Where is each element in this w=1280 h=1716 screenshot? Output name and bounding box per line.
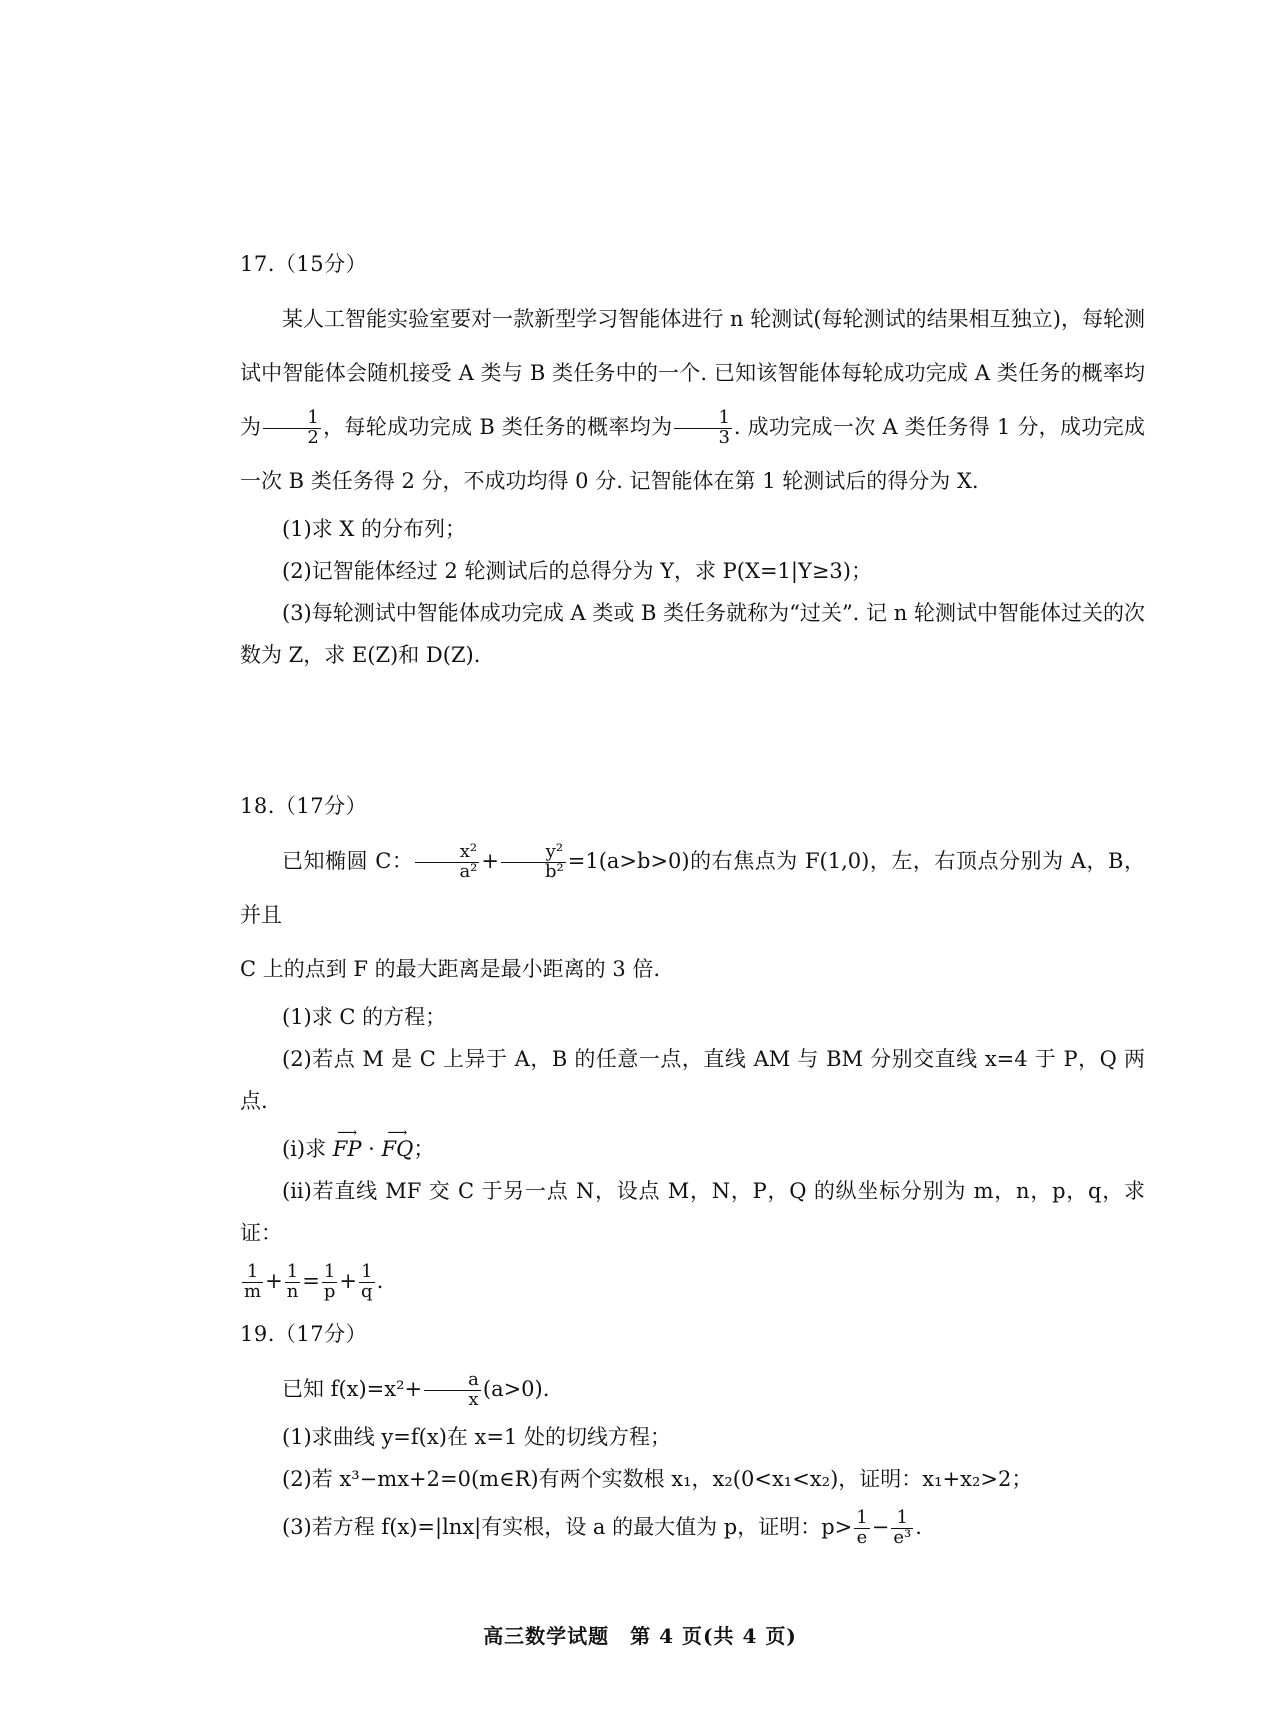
fraction-denominator: x: [468, 1389, 479, 1410]
fraction-1-over-p: [322, 1263, 338, 1302]
fraction-denominator: e³: [893, 1527, 912, 1548]
fraction-denominator: e: [856, 1527, 868, 1548]
fraction-one-half: [263, 409, 320, 448]
fraction-one-third: [674, 409, 731, 448]
problem-18-qi: [240, 1128, 1145, 1170]
fraction-numerator: x²: [415, 843, 479, 863]
fraction-1-over-m: [242, 1263, 263, 1302]
problem-17-line3-b: ，每轮成功完成 B 类任务的概率均为: [322, 415, 673, 439]
problem-19-q1: (1)求曲线 y=f(x)在 x=1 处的切线方程；: [282, 1425, 672, 1449]
fraction-numerator: 1: [242, 1263, 263, 1283]
problem-19-q2: (2)若 x³−mx+2=0(m∈R)有两个实数根 x₁，x₂(0<x₁<x₂)，证明：x₁+x₂>2；: [282, 1467, 1033, 1491]
problem-18-q2: (2)若点 M 是 C 上异于 A，B 的任意一点，直线 AM 与 BM 分别交直线 x=4 于 P，Q 两点.: [240, 1047, 1145, 1113]
fraction-numerator: 1: [359, 1263, 375, 1283]
problem-17-intro-text: 某人工智能实验室要对一款新型学习智能体进行 n 轮测试(每轮测试的结果相互独立)，每轮测试中智能体会随机接受 A 类与 B 类任务中的一个. 已知该智能体每轮成功完成 A 类: [240, 307, 1145, 385]
period: .: [376, 1269, 384, 1293]
fraction-numerator: 1: [856, 1507, 868, 1529]
operator: =: [302, 1269, 320, 1293]
problem-19: [240, 1318, 1145, 1554]
problem-18-intro-b: =1(a>b>0)的右焦点为 F(1,0)，左，右顶点分别为 A，B，并且: [240, 849, 1145, 927]
problem-17-line4: 功完成一次 B 类任务得 2 分，不成功均得 0 分. 记智能体在第 1 轮测试后的得分为 X.: [240, 415, 1145, 493]
fraction-numerator: a: [424, 1371, 481, 1391]
problem-19-intro: [240, 1362, 1145, 1416]
problem-17-heading: 17.（15分）: [240, 252, 368, 276]
problem-18-q1: (1)求 C 的方程；: [282, 1005, 447, 1029]
page-footer: 高三数学试题 第 4 页(共 4 页): [483, 1624, 797, 1648]
vector-fp: ⟶ FP: [333, 1128, 362, 1170]
fraction-denominator: 2: [307, 427, 319, 448]
fraction-denominator: m: [244, 1281, 262, 1302]
fraction-y2-over-b2: [501, 843, 566, 882]
fraction-numerator: 1: [674, 409, 731, 429]
fraction-x2-over-a2: [415, 843, 479, 882]
fraction-numerator: 1: [263, 409, 320, 429]
fraction-denominator: 3: [718, 427, 730, 448]
problem-17-q3: (3)每轮测试中智能体成功完成 A 类或 B 类任务就称为“过关”. 记 n 轮测试中智能体过关的次数为 Z，求 E(Z)和 D(Z).: [240, 601, 1145, 667]
problem-19-q3-a: (3)若方程 f(x)=|lnx|有实根，设 a 的最大值为 p，证明：p>: [282, 1515, 853, 1539]
fraction-denominator: n: [286, 1281, 299, 1302]
fraction-denominator: p: [323, 1281, 336, 1302]
problem-17-q1: (1)求 X 的分布列；: [282, 517, 467, 541]
problem-18-intro-a: 已知椭圆 C：: [282, 849, 414, 873]
fraction-1-over-n: [285, 1263, 301, 1302]
problem-18-equation: [240, 1254, 1145, 1308]
operator: +: [339, 1269, 358, 1293]
fraction-a-over-x: [424, 1371, 481, 1410]
problem-18-line2: C 上的点到 F 的最大距离是最小距离的 3 倍.: [240, 957, 661, 981]
problem-17-q2: (2)记智能体经过 2 轮测试后的总得分为 Y，求 P(X=1|Y≥3)；: [282, 559, 872, 583]
problem-18-qii: (ii)若直线 MF 交 C 于另一点 N，设点 M，N，P，Q 的纵坐标分别为 m，n，p，q，求证：: [240, 1179, 1145, 1245]
operator: +: [265, 1269, 283, 1293]
problem-17-line3-a: 任务的概率均为: [240, 361, 1145, 439]
dot-operator: ·: [361, 1137, 382, 1161]
minus-sign: −: [871, 1515, 890, 1539]
fraction-numerator: 1: [322, 1263, 338, 1283]
fraction-numerator: 1: [891, 1509, 913, 1529]
fraction-denominator: q: [361, 1281, 373, 1302]
problem-18-intro: [240, 834, 1145, 942]
problem-18-qi-b: ；: [413, 1137, 435, 1161]
problem-19-intro-a: 已知 f(x)=x²+: [282, 1377, 423, 1401]
plus-sign: +: [481, 849, 499, 873]
vector-fq: ⟶ FQ: [382, 1128, 414, 1170]
period: .: [915, 1515, 922, 1539]
fraction-1-over-e3: [891, 1509, 913, 1548]
fraction-1-over-e: [854, 1509, 869, 1548]
problem-19-heading: 19.（17分）: [240, 1322, 368, 1346]
problem-18: [240, 790, 1145, 1308]
problem-17-intro: [240, 292, 1145, 508]
fraction-numerator: 1: [285, 1263, 301, 1283]
fraction-1-over-q: [359, 1263, 375, 1302]
problem-17: [240, 248, 1145, 676]
problem-19-intro-b: (a>0).: [482, 1377, 550, 1401]
problem-19-q3: [240, 1500, 1145, 1554]
fraction-denominator: a²: [459, 861, 478, 882]
fraction-denominator: b²: [545, 861, 564, 882]
problem-18-heading: 18.（17分）: [240, 794, 368, 818]
problem-18-qi-a: (i)求: [282, 1137, 333, 1161]
fraction-numerator: y²: [501, 843, 566, 863]
problem-17-line3-c: . 成功完成一次 A 类任务得 1 分，成: [733, 415, 1082, 439]
